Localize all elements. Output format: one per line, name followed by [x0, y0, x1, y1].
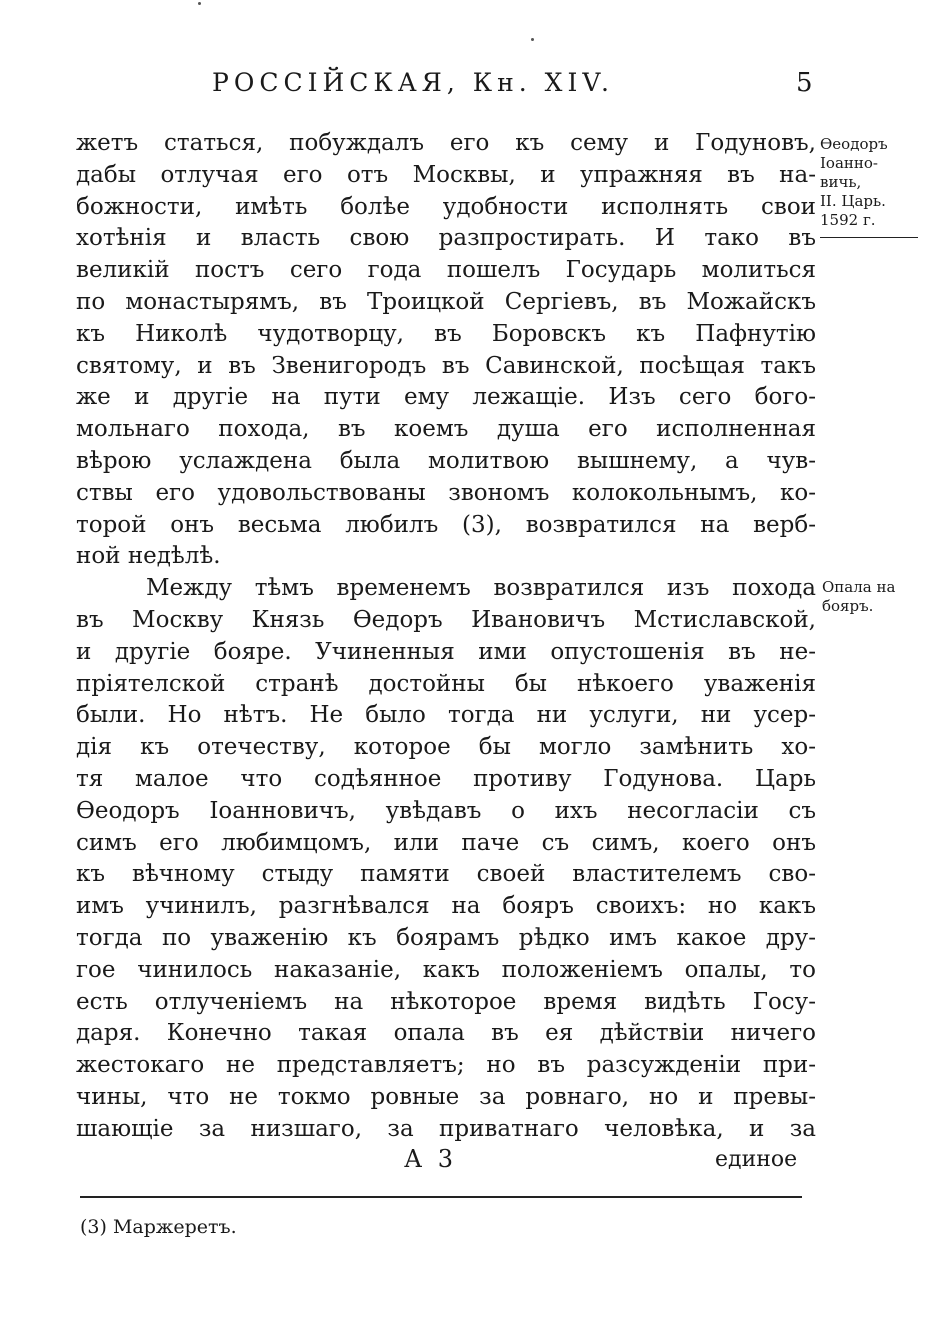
margin-note-line: II. Царь. — [820, 192, 886, 210]
signature-mark: А 3 — [404, 1145, 458, 1173]
catchword: единое — [715, 1147, 798, 1172]
text-line: по монастырямъ, въ Троицкой Сергіевъ, въ Можайскъ — [76, 288, 816, 315]
text-line: хотѣнія и власть свою разпростирать. И тако въ — [76, 225, 816, 252]
margin-note-line: Опала на — [822, 578, 896, 596]
text-line: жестокаго не представляетъ; но въ разсужденіи при- — [76, 1052, 816, 1079]
body-text — [76, 128, 816, 1146]
text-line: великій постъ сего года пошелъ Государь молиться — [76, 257, 816, 284]
text-line: есть отлученіемъ на нѣкоторое время видѣть Госу- — [76, 988, 816, 1015]
margin-note-disgrace — [822, 578, 895, 616]
margin-note-rule — [820, 237, 918, 238]
running-title: РОССІЙСКАЯ, Кн. XIV. — [212, 68, 614, 97]
margin-note-line: 1592 г. — [820, 211, 876, 229]
text-line: Между тѣмъ временемъ возвратился изъ похода — [146, 575, 816, 602]
text-line: святому, и въ Звенигородъ въ Савинской, посѣщая такъ — [76, 352, 816, 379]
margin-note-line: вичь, — [820, 173, 862, 191]
text-line: въ Москву Князь Ѳедоръ Ивановичъ Мстиславской, — [76, 606, 816, 633]
text-line: тя малое что содѣянное противу Годунова. Царь — [76, 765, 816, 792]
text-line: имъ учинилъ, разгнѣвался на бояръ своихъ: но какъ — [76, 893, 816, 920]
text-line: Ѳеодоръ Іоанновичъ, увѣдавъ о ихъ несогласіи съ — [76, 797, 816, 824]
text-line: симъ его любимцомъ, или паче съ симъ, коего онъ — [76, 829, 816, 856]
text-line: къ вѣчному стыду памяти своей властителемъ сво- — [76, 861, 816, 888]
margin-note-line: Іоанно- — [820, 154, 878, 172]
text-line: пріятелской странѣ достойны бы нѣкоего уваженія — [76, 670, 816, 697]
text-line: и другіе бояре. Учиненныя ими опустошенія въ не- — [76, 638, 816, 665]
ink-speck — [531, 38, 534, 41]
text-line: шающіе за низшаго, за приватнаго человѣка, и за — [76, 1115, 816, 1142]
text-line: даря. Конечно такая опала въ ея дѣйствіи ничего — [76, 1020, 816, 1047]
margin-note-reign — [820, 135, 888, 230]
page-number: 5 — [796, 68, 813, 98]
text-line: были. Но нѣтъ. Не было тогда ни услуги, ни усер- — [76, 702, 816, 729]
text-line: дабы отлучая его отъ Москвы, и упражняя въ на- — [76, 161, 816, 188]
page-header — [0, 68, 951, 108]
text-line: ной недѣлѣ. — [76, 543, 221, 570]
text-line: мольнаго похода, въ коемъ душа его исполненная — [76, 416, 816, 443]
text-line: тогда по уваженію къ боярамъ рѣдко имъ какое дру- — [76, 924, 816, 951]
text-line: жетъ статься, побуждалъ его къ сему и Годуновъ, — [76, 130, 816, 156]
text-line: вѣрою услаждена была молитвою вышнему, а чув- — [76, 447, 816, 474]
margin-note-line: бояръ. — [822, 597, 874, 615]
text-line: дія къ отечеству, которое бы могло замѣнить хо- — [76, 734, 816, 761]
text-line: ствы его удовольствованы звономъ колокольнымъ, ко- — [76, 479, 816, 506]
text-line: торой онъ весьма любилъ (3), возвратился на верб- — [76, 511, 816, 538]
footnote-rule — [80, 1196, 802, 1198]
text-line: божности, имѣть болѣе удобности исполнять свои — [76, 193, 816, 220]
text-line: къ Николѣ чудотворцу, въ Боровскъ къ Пафнутію — [76, 320, 816, 347]
text-line: чины, что не токмо ровные за ровнаго, но и превы- — [76, 1083, 816, 1110]
text-line: же и другіе на пути ему лежащіе. Изъ сего бого- — [76, 384, 816, 411]
ink-speck — [198, 2, 201, 5]
footnote: (3) Маржеретъ. — [80, 1216, 237, 1238]
text-line: гое чинилось наказаніе, какъ положеніемъ опалы, то — [76, 956, 816, 983]
margin-note-line: Ѳеодоръ — [820, 135, 888, 153]
